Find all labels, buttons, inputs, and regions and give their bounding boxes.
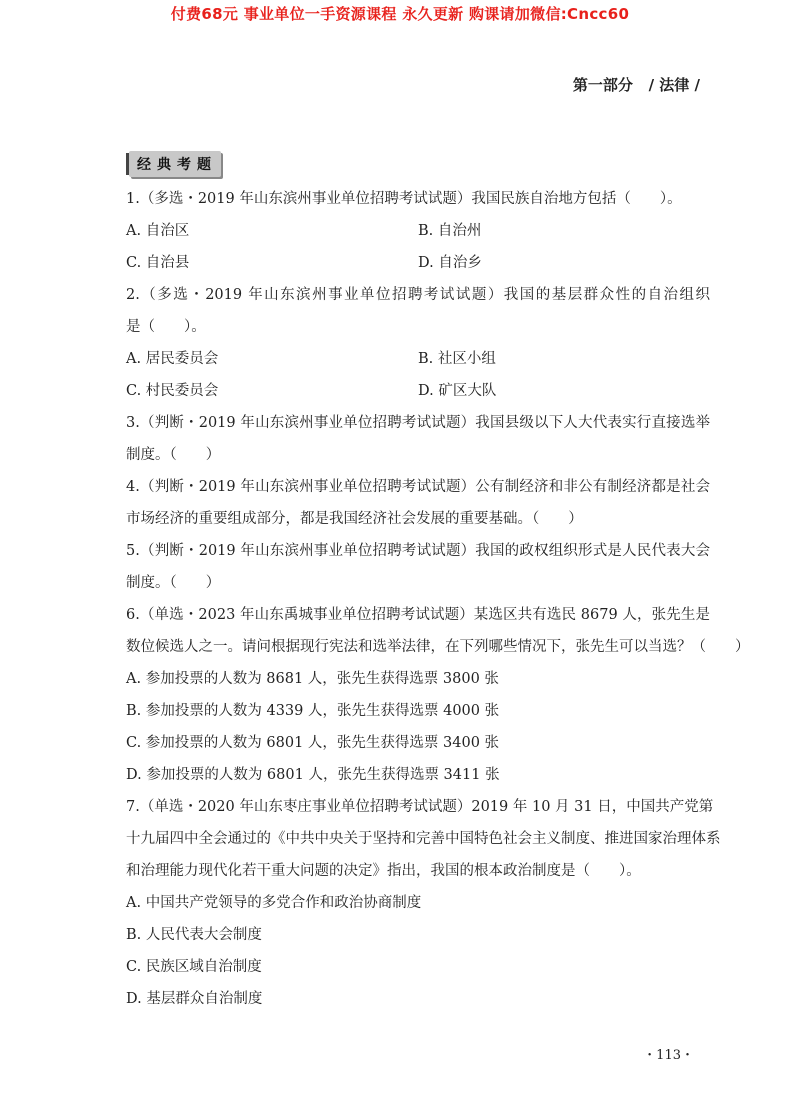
question-2-line: 是（ ）。 [126, 319, 206, 335]
question-2-options-row-1 [126, 343, 710, 375]
option: D. 基层群众自治制度 [126, 991, 263, 1007]
part-label: 第一部分 [572, 76, 633, 94]
option: A. 自治区 [126, 223, 190, 239]
option: D. 自治乡 [418, 255, 482, 271]
question-1-line: 1.（多选・2019 年山东滨州事业单位招聘考试试题）我国民族自治地方包括（ ）。 [126, 191, 682, 207]
option: A. 居民委员会 [126, 351, 219, 367]
option: D. 矿区大队 [418, 383, 497, 399]
question-1-options-row-1 [126, 215, 710, 247]
question-6-line: 6.（单选・2023 年山东禹城事业单位招聘考试试题）某选区共有选民 8679 人，张先生是 [126, 607, 710, 623]
option: B. 人民代表大会制度 [126, 927, 262, 943]
option: A. 中国共产党领导的多党合作和政治协商制度 [126, 895, 422, 911]
subject-label: 法律 / [659, 76, 700, 94]
question-list [126, 183, 750, 1015]
question-5-line: 5.（判断・2019 年山东滨州事业单位招聘考试试题）我国的政权组织形式是人民代表大会 [126, 543, 710, 559]
question-7-line: 7.（单选・2020 年山东枣庄事业单位招聘考试试题）2019 年 10 月 31 日，中国共产党第 [126, 799, 714, 815]
section-title: 经典考题 [129, 151, 221, 177]
question-7-line: 和治理能力现代化若干重大问题的决定》指出，我国的根本政治制度是（ ）。 [126, 863, 641, 879]
running-header [573, 74, 700, 95]
question-2-options-row-2 [126, 375, 710, 407]
promo-banner: 付费68元 事业单位一手资源课程 永久更新 购课请加微信:Cncc60 [170, 5, 630, 23]
option: D. 参加投票的人数为 6801 人，张先生获得选票 3411 张 [126, 767, 500, 783]
option: B. 参加投票的人数为 4339 人，张先生获得选票 4000 张 [126, 703, 500, 719]
page-number: ・113・ [643, 1048, 694, 1063]
option: B. 社区小组 [418, 351, 496, 367]
question-4-line: 4.（判断・2019 年山东滨州事业单位招聘考试试题）公有制经济和非公有制经济都是社会 [126, 479, 710, 495]
question-6-line: 数位候选人之一。请问根据现行宪法和选举法律，在下列哪些情况下，张先生可以当选？（ ） [126, 639, 750, 655]
option: B. 自治州 [418, 223, 482, 239]
section-tag [126, 151, 221, 177]
option: C. 参加投票的人数为 6801 人，张先生获得选票 3400 张 [126, 735, 500, 751]
question-5-line: 制度。（ ） [126, 575, 221, 591]
question-4-line: 市场经济的重要组成部分，都是我国经济社会发展的重要基础。（ ） [126, 511, 583, 527]
option: A. 参加投票的人数为 8681 人，张先生获得选票 3800 张 [126, 671, 499, 687]
option: C. 民族区域自治制度 [126, 959, 262, 975]
option: C. 自治县 [126, 255, 190, 271]
option: C. 村民委员会 [126, 383, 219, 399]
question-3-line: 3.（判断・2019 年山东滨州事业单位招聘考试试题）我国县级以下人大代表实行直接选举 [126, 415, 710, 431]
question-1-options-row-2 [126, 247, 710, 279]
header-separator: / [648, 76, 655, 94]
question-3-line: 制度。（ ） [126, 447, 221, 463]
question-7-line: 十九届四中全会通过的《中共中央关于坚持和完善中国特色社会主义制度、推进国家治理体系 [126, 831, 721, 847]
question-2-line: 2.（多选・2019 年山东滨州事业单位招聘考试试题）我国的基层群众性的自治组织 [126, 287, 710, 303]
